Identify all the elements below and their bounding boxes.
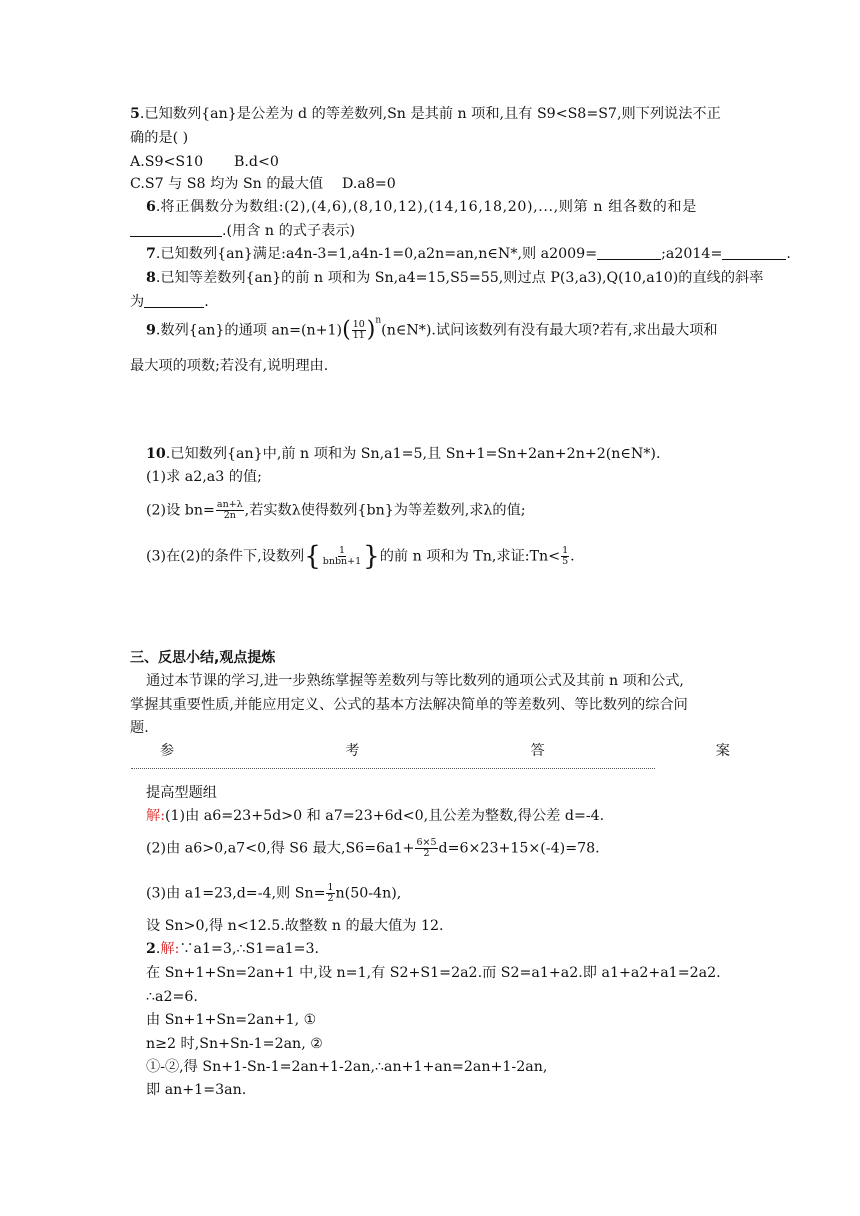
q5-option-d: D.a8=0 <box>342 176 396 192</box>
answer-2f: ①-②,得 Sn+1-Sn-1=2an+1-2an,∴an+1+an=2an+1-2an, <box>146 1059 548 1075</box>
q5-options-cd <box>130 174 732 194</box>
q8-line2: 为 . <box>130 294 209 310</box>
answer-2g: 即 an+1=3an. <box>146 1082 247 1098</box>
answer-1c: (3)由 a1=23,d=-4,则 Sn= $\frac{1}{2}$ n(50-4n), <box>146 882 402 904</box>
answers-header: 参 考 答 案 <box>160 743 730 759</box>
answer-2c: ∴a2=6. <box>146 989 198 1005</box>
summary-line2: 掌握其重要性质,并能应用定义、公式的基本方法解决简单的等差数列、等比数列的综合问 <box>130 697 688 713</box>
q10-part2: (2)设 bn= $\frac{an+\lambda}{2n}$ ,若实数λ使得数列{bn}为等差数列,求λ的值; <box>146 499 526 521</box>
answer-1c-fraction: $\frac{1}{2}$ <box>327 882 334 904</box>
q5-option-b: B.d<0 <box>234 154 279 170</box>
q6-answer-blank[interactable] <box>130 222 222 237</box>
q9-line1: 9.数列{an}的通项 an=(n+1)( $\frac{10}{11}$ )$^n$(n∈N*).试问该数列有没有最大项?若有,求出最大项和 <box>146 315 718 343</box>
answer-1b: (2)由 a6>0,a7<0,得 S6 最大,S6=6a1+ $\frac{6\times 5}{2}$ d=6×23+15×(-4)=78. <box>146 837 600 859</box>
q10-bound-fraction: $\frac{1}{5}$ <box>562 545 569 567</box>
q9-fraction: $\frac{10}{11}$ <box>352 319 365 341</box>
q7-blank-2[interactable] <box>722 245 786 260</box>
answer-1d: 设 Sn>0,得 n<12.5.故整数 n 的最大值为 12. <box>146 918 444 934</box>
q10-sequence-fraction: $\frac{1}{\text{bnbn+1}}$ <box>322 545 362 567</box>
answer-1b-fraction: $\frac{6\times 5}{2}$ <box>416 837 437 859</box>
q8-line1: 8.已知等差数列{an}的前 n 项和为 Sn,a4=15,S5=55,则过点 P(3,a3),Q(10,a10)的直线的斜率 <box>146 270 764 286</box>
answer-2e: n≥2 时,Sn+Sn-1=2an, ② <box>146 1036 323 1052</box>
answer-2d: 由 Sn+1+Sn=2an+1, ① <box>146 1012 317 1028</box>
q5-option-c: C.S7 与 S8 均为 Sn 的最大值 <box>130 176 324 192</box>
summary-line3: 题. <box>130 720 149 736</box>
q5-option-a: A.S9<S10 <box>130 154 204 170</box>
answer-2b: 在 Sn+1+Sn=2an+1 中,设 n=1,有 S2+S1=2a2.而 S2=a1+a2.即 a1+a2+a1=2a2. <box>146 965 721 981</box>
answers-group-title: 提高型题组 <box>146 785 217 801</box>
q10-part3: (3)在(2)的条件下,设数列{ $\frac{1}{\text{bnbn+1}}$ }的前 n 项和为 Tn,求证:Tn< $\frac{1}{5}$ . <box>146 541 575 572</box>
q8-answer-blank[interactable] <box>144 293 204 308</box>
q10-part1: (1)求 a2,a3 的值; <box>146 469 262 485</box>
q7-line: 7.已知数列{an}满足:a4n-3=1,a4n-1=0,a2n=an,n∈N*,则 a2009= ;a2014= . <box>146 246 791 262</box>
q7-blank-1[interactable] <box>597 245 661 260</box>
summary-line1: 通过本节课的学习,进一步熟练掌握等差数列与等比数列的通项公式及其前 n 项和公式, <box>146 673 684 689</box>
answer-2a: 2.解:∵a1=3,∴S1=a1=3. <box>146 941 320 957</box>
q9-line2: 最大项的项数;若没有,说明理由. <box>130 358 329 374</box>
q5-line2: 确的是( ) <box>130 130 189 146</box>
q5-options-ab <box>130 152 732 172</box>
answer-1a: 解:(1)由 a6=23+5d>0 和 a7=23+6d<0,且公差为整数,得公差 d=-4. <box>146 808 605 824</box>
divider <box>131 768 655 769</box>
q10-bn-fraction: $\frac{an+\lambda}{2n}$ <box>216 499 243 521</box>
summary-heading: 三、反思小结,观点提炼 <box>130 650 276 666</box>
q6-line2: .(用含 n 的式子表示) <box>130 221 732 241</box>
q10-intro: 10.已知数列{an}中,前 n 项和为 Sn,a1=5,且 Sn+1=Sn+2an+2n+2(n∈N*). <box>146 446 661 462</box>
q6-line1: 6.将正偶数分为数组:(2),(4,6),(8,10,12),(14,16,18,20),...,则第 n 组各数的和是 <box>146 199 697 215</box>
q5-line1: 5.已知数列{an}是公差为 d 的等差数列,Sn 是其前 n 项和,且有 S9<S8=S7,则下列说法不正 <box>130 106 721 122</box>
